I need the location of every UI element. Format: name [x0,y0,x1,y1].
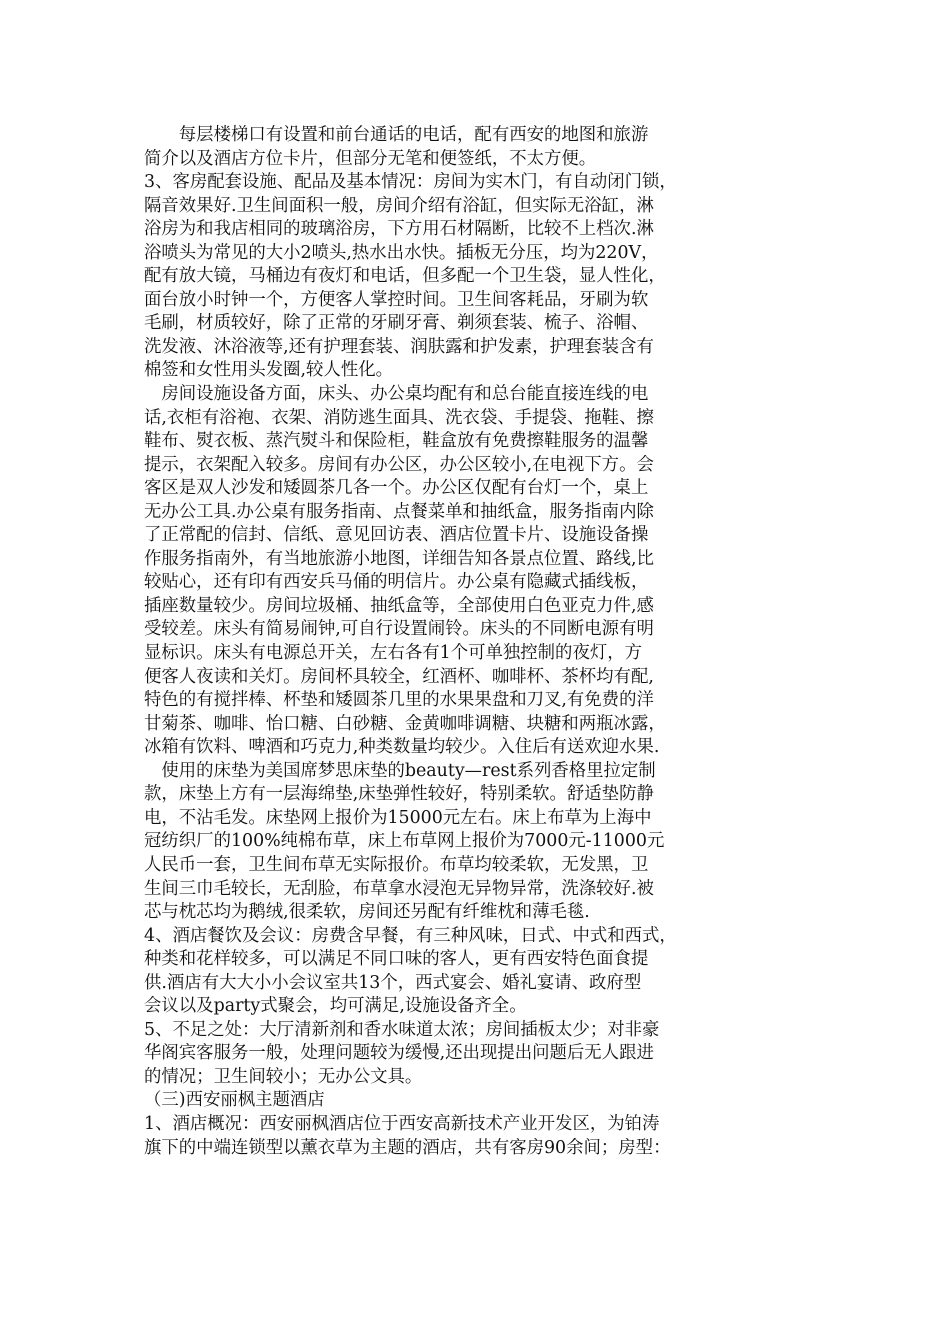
paragraph-room-equipment: 房间设施设备方面，床头、办公桌均配有和总台能直接连线的电 话,衣柜有浴袍、衣架、消防逃生面具、洗衣袋、手提袋、拖鞋、擦 鞋布、熨衣板、蒸汽熨斗和保险柜，鞋盒放有免费擦鞋服务的温馨 提示，衣架配入较多。房间有办公区，办公区较小,在电视下方。会 客区是双人沙发和矮圆茶几各一个。办公区仅配有台灯一个，桌上 无办公工具.办公桌有服务指南、点餐菜单和抽纸盒，服务指南内除 了正常配的信封、信纸、意见回访表、酒店位置卡片、设施设备操 作服务指南外，有当地旅游小地图，详细告知各景点位置、路线,比 较贴心，还有印有西安兵马俑的明信片。办公桌有隐藏式插线板， 插座数量较少。房间垃圾桶、抽纸盒等，全部使用白色亚克力件,感 受较差。床头有简易闹钟,可自行设置闹铃。床头的不同断电源有明 显标识。床头有电源总开关，左右各有1个可单独控制的夜灯，方 便客人夜读和关灯。房间杯具较全，红酒杯、咖啡杯、茶杯均有配, 特色的有搅拌棒、杯垫和矮圆茶几里的水果果盘和刀叉,有免费的洋 甘菊茶、咖啡、怡口糖、白砂糖、金黄咖啡调糖、块糖和两瓶冰露， 冰箱有饮料、啤酒和巧克力,种类数量均较少。入住后有送欢迎水果. [144,384,666,758]
paragraph-hotel-overview: 1、酒店概况：西安丽枫酒店位于西安高新技术产业开发区，为铂涛 旗下的中端连锁型以薰衣草为主题的酒店，共有客房90余间；房型： [144,1113,671,1158]
paragraph-dining-meetings: 4、酒店餐饮及会议：房费含早餐，有三种风味，日式、中式和西式， 种类和花样较多，可以满足不同口味的客人，更有西安特色面食提 供.酒店有大大小小会议室共13个，西式宴会、婚礼宴请、政府型 会议以及party式聚会，均可满足,设施设备齐全。 [144,925,677,1017]
paragraph-room-facilities: 3、客房配套设施、配品及基本情况：房间为实木门，有自动闭门锁， 隔音效果好.卫生间面积一般，房间介绍有浴缸，但实际无浴缸，淋 浴房为和我店相同的玻璃浴房，下方用石材隔断，比较不上档次.淋 浴喷头为常见的大小2喷头,热水出水快。插板无分压，均为220V， 配有放大镜，马桶边有夜灯和电话，但多配一个卫生袋，显人性化， 面台放小时钟一个，方便客人掌控时间。卫生间客耗品，牙刷为软 毛刷，材质较好，除了正常的牙刷牙膏、剃须套装、梳子、浴帽、 洗发液、沐浴液等,还有护理套装、润肤露和护发素，护理套装含有 棉签和女性用头发圈,较人性化。 [144,172,677,381]
paragraph-stairwell-phone: 每层楼梯口有设置和前台通话的电话，配有西安的地图和旅游 简介以及酒店方位卡片，但部分无笔和便签纸，不太方便。 [144,125,649,169]
paragraph-shortcomings: 5、不足之处：大厅清新剂和香水味道太浓；房间插板太少；对非豪 华阁宾客服务一般，处理问题较为缓慢,还出现提出问题后无人跟进 的情况；卫生间较小；无办公文具。 [144,1019,660,1087]
section-heading-lifeng-hotel: （三)西安丽枫主题酒店 [144,1090,325,1111]
paragraph-mattress-linen: 使用的床垫为美国席梦思床垫的beauty—rest系列香格里拉定制 款，床垫上方有一层海绵垫,床垫弹性较好，特别柔软。舒适垫防静 电，不沾毛发。床垫网上报价为15000元左右。床上布草为上海中 冠纺织厂的100%纯棉布草，床上布草网上报价为7000元-11000元 人民币一套，卫生间布草无实际报价。布草均较柔软，无发黑，卫 生间三巾毛较长，无刮脸，布草拿水浸泡无异物异常，洗涤较好.被 芯与枕芯均为鹅绒,很柔软，房间还另配有纤维枕和薄毛毯. [144,760,665,923]
document-body [144,124,816,1160]
